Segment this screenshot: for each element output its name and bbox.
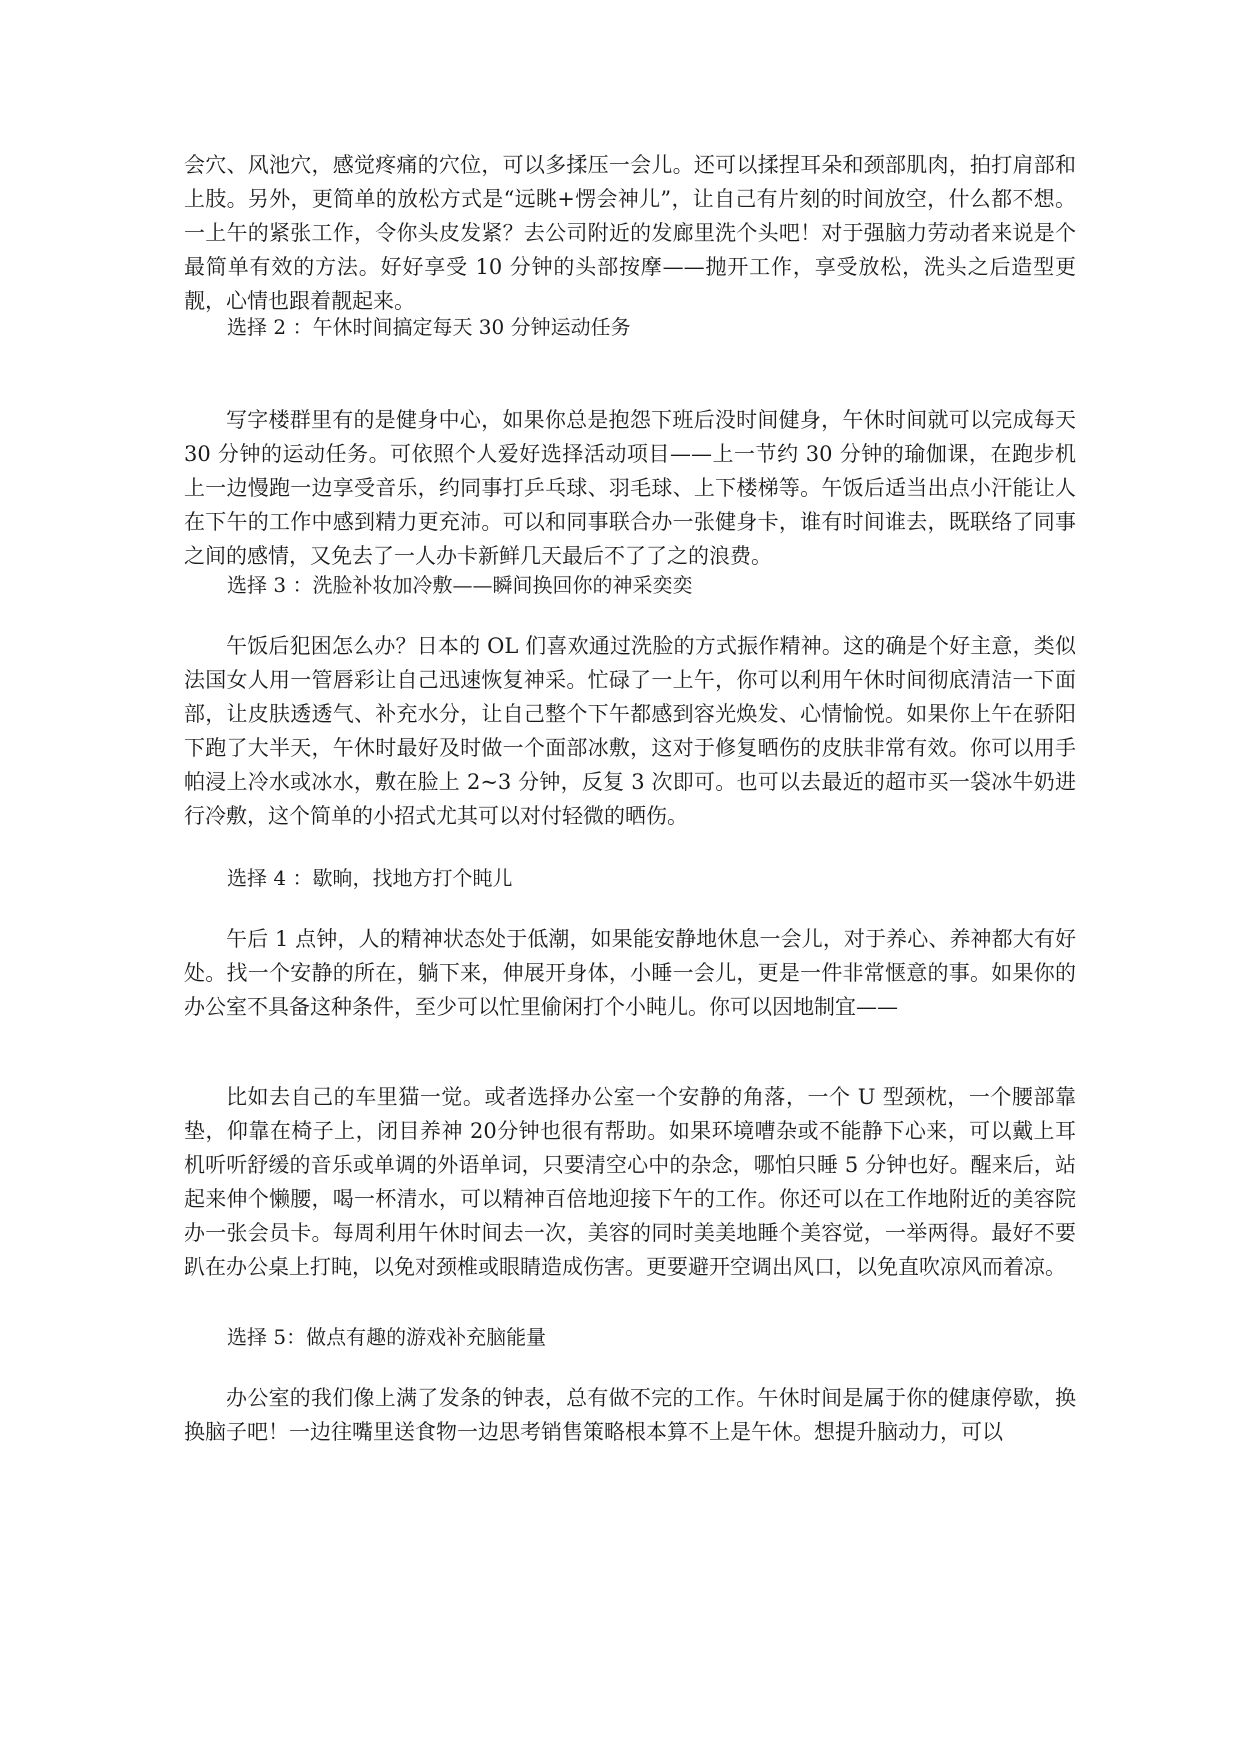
paragraph-exercise: 写字楼群里有的是健身中心，如果你总是抱怨下班后没时间健身，午休时间就可以完成每天 30 分钟的运动任务。可依照个人爱好选择活动项目——上一节约 30 分钟的瑜伽课，在跑步机上一边慢跑一边享受音乐，约同事打乒乓球、羽毛球、上下楼梯等。午饭后适当出点小汗能让人在下午的工作中感到精力更充沛。可以和同事联合办一张健身卡，谁有时间谁去，既联络了同事之间的感情，又免去了一人办卡新鲜几天最后不了了之的浪费。	[184, 408, 1076, 568]
paragraph-nap-details: 比如去自己的车里猫一觉。或者选择办公室一个安静的角落，一个 U 型颈枕，一个腰部靠垫，仰靠在椅子上，闭目养神 20分钟也很有帮助。如果环境嘈杂或不能静下心来，可以戴上耳机听听舒缓的音乐或单调的外语单词，只要清空心中的杂念，哪怕只睡 5 分钟也好。醒来后，站起来伸个懒腰，喝一杯清水，可以精神百倍地迎接下午的工作。你还可以在工作地附近的美容院办一张会员卡。每周利用午休时间去一次，美容的同时美美地睡个美容觉，一举两得。最好不要趴在办公桌上打盹，以免对颈椎或眼睛造成伤害。更要避开空调出风口，以免直吹凉风而着凉。	[184, 1085, 1076, 1279]
heading-option-4: 选择 4 ：歇晌，找地方打个盹儿	[227, 866, 513, 890]
heading-option-2: 选择 2 ：午休时间搞定每天 30 分钟运动任务	[227, 315, 631, 339]
paragraph-massage-relax: 会穴、风池穴，感觉疼痛的穴位，可以多揉压一会儿。还可以揉捏耳朵和颈部肌肉，拍打肩部和上肢。另外，更简单的放松方式是“远眺+愣会神儿”，让自己有片刻的时间放空，什么都不想。一上午的紧张工作，令你头皮发紧？去公司附近的发廊里洗个头吧！对于强脑力劳动者来说是个最简单有效的方法。好好享受 10 分钟的头部按摩——抛开工作，享受放松，洗头之后造型更靓，心情也跟着靓起来。	[184, 153, 1076, 313]
heading-option-3: 选择 3 ：洗脸补妆加冷敷——瞬间换回你的神采奕奕	[227, 573, 693, 597]
paragraph-face-wash: 午饭后犯困怎么办？日本的 OL 们喜欢通过洗脸的方式振作精神。这的确是个好主意，类似法国女人用一管唇彩让自己迅速恢复神采。忙碌了一上午，你可以利用午休时间彻底清洁一下面部，让皮肤透透气、补充水分，让自己整个下午都感到容光焕发、心情愉悦。如果你上午在骄阳下跑了大半天，午休时最好及时做一个面部冰敷，这对于修复晒伤的皮肤非常有效。你可以用手帕浸上冷水或冰水，敷在脸上 2~3 分钟，反复 3 次即可。也可以去最近的超市买一袋冰牛奶进行冷敷，这个简单的小招式尤其可以对付轻微的晒伤。	[184, 634, 1076, 828]
heading-option-5: 选择 5：做点有趣的游戏补充脑能量	[227, 1325, 547, 1349]
paragraph-brain-games: 办公室的我们像上满了发条的钟表，总有做不完的工作。午休时间是属于你的健康停歇，换换脑子吧！一边往嘴里送食物一边思考销售策略根本算不上是午休。想提升脑动力，可以	[184, 1386, 1076, 1444]
paragraph-nap-intro: 午后 1 点钟，人的精神状态处于低潮，如果能安静地休息一会儿，对于养心、养神都大有好处。找一个安静的所在，躺下来，伸展开身体，小睡一会儿，更是一件非常惬意的事。如果你的办公室不具备这种条件，至少可以忙里偷闲打个小盹儿。你可以因地制宜——	[184, 927, 1076, 1019]
